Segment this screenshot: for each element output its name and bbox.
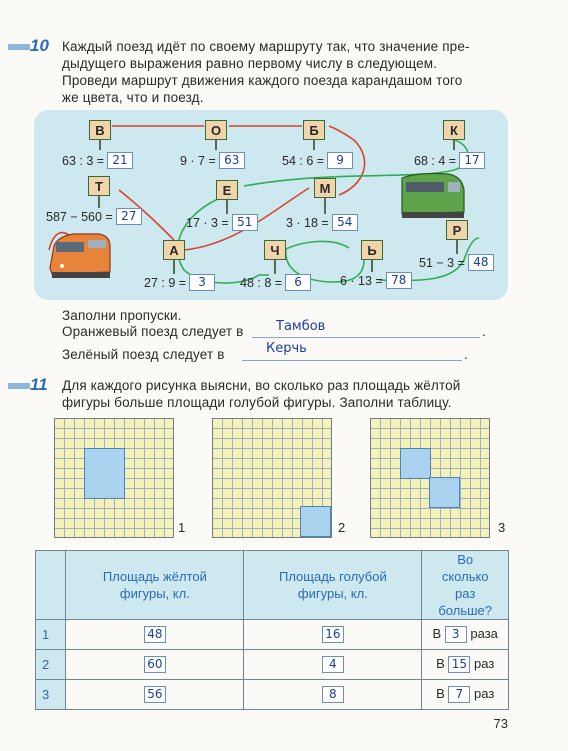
times-value: 3 [445,626,467,643]
times-value: 7 [448,686,470,703]
station-answer-m: 54 [332,214,358,231]
station-card-e: Е [216,180,238,200]
station-expression-ch: 48 : 8 = 6 [240,274,311,291]
times-suffix: раз [474,686,495,701]
figure-3-grid [370,418,490,538]
station-answer-o: 63 [219,152,245,169]
train-route-scene [34,110,508,300]
station-expression-t: 587 − 560 = 27 [46,208,142,225]
station-answer-t: 27 [116,208,142,225]
times-suffix: раза [470,626,498,641]
station-answer-v: 21 [107,152,133,169]
blue-area-value: 4 [322,656,344,673]
task-11-number: 11 [30,375,48,394]
station-card-soft-sign: Ь [361,240,383,260]
row-number: 3 [36,680,66,710]
fill-heading: Заполни пропуски. [62,308,182,323]
table-header-yellow-area: Площадь жёлтой фигуры, кл. [66,551,244,620]
times-prefix: В [436,656,445,671]
table-header-blue-area: Площадь голубой фигуры, кл. [244,551,422,620]
blue-area-value: 8 [322,686,344,703]
station-card-o: О [205,120,227,140]
station-expression-v: 63 : 3 = 21 [62,152,133,169]
task-10-number: 10 [30,36,49,55]
station-card-a: А [163,240,185,260]
times-suffix: раз [474,656,495,671]
yellow-area-value: 60 [144,656,166,673]
station-card-t: Т [88,176,110,196]
orange-train-sentence: Оранжевый поезд следует в [62,324,244,339]
figure-1-grid [54,418,174,538]
station-answer-k: 17 [459,152,485,169]
figure-3-blue-square-bottom [429,477,460,508]
task-11-line-2: фигуры больше площади голубой фигуры. Заполни таблицу. [62,395,452,410]
yellow-area-value: 56 [144,686,166,703]
times-prefix: В [432,626,442,641]
blue-area-value: 16 [322,626,344,643]
station-expression-m: 3 · 18 = 54 [286,214,358,231]
station-card-k: К [443,120,465,140]
page-number: 73 [493,716,508,731]
table-row [36,680,509,710]
station-answer-r: 48 [468,254,494,271]
station-expression-e: 17 · 3 = 51 [186,214,258,231]
table-row [36,650,509,680]
station-answer-ch: 6 [285,274,311,291]
station-answer-soft-sign: 78 [386,272,412,289]
station-expression-k: 68 : 4 = 17 [414,152,485,169]
row-number: 2 [36,650,66,680]
figure-1-label: 1 [178,520,186,535]
task-10-line-4: же цвета, что и поезд. [62,90,204,105]
figure-2-blue-square [300,506,331,537]
station-expression-o: 9 · 7 = 63 [180,152,245,169]
station-expression-soft-sign: 6 · 13 = 78 [340,272,412,289]
figure-2-label: 2 [338,520,346,535]
station-card-ch: Ч [264,240,286,260]
station-card-v: В [89,120,111,140]
station-expression-a: 27 : 9 = 3 [144,274,215,291]
table-header-times: Во сколько раз больше? [422,551,509,620]
green-sentence-period: . [464,347,468,362]
green-answer-line[interactable] [242,360,462,361]
task-10-marker-bar [8,44,30,50]
station-expression-r: 51 − 3 = 48 [419,254,494,271]
figure-1-blue-square [84,448,125,499]
green-train-sentence: Зелёный поезд следует в [62,347,225,362]
table-row [36,620,509,650]
orange-answer: Тамбов [276,319,326,334]
figure-2-grid [212,418,332,538]
station-card-m: М [314,178,336,198]
station-answer-e: 51 [232,214,258,231]
station-card-b: Б [303,120,325,140]
task-10-line-2: дыдущего выражения равно первому числу в следующем. [62,56,438,71]
times-prefix: В [436,686,445,701]
orange-answer-line[interactable] [252,337,480,338]
task-11-line-1: Для каждого рисунка выясни, во сколько раз площадь жёлтой [62,378,461,393]
task-10-line-3: Проведи маршрут движения каждого поезда карандашом того [62,73,463,88]
green-answer: Керчь [266,341,307,356]
table-header-blank [36,551,66,620]
green-train-icon [398,168,468,223]
station-answer-a: 3 [189,274,215,291]
orange-train-icon [44,228,114,283]
station-expression-b: 54 : 6 = 9 [282,152,353,169]
figure-3-blue-square-top [400,448,431,479]
task-10-line-1: Каждый поезд идёт по своему маршруту так, что значение пре- [62,39,470,54]
yellow-area-value: 48 [144,626,166,643]
green-route-line-3 [284,241,349,250]
row-number: 1 [36,620,66,650]
station-answer-b: 9 [327,152,353,169]
station-card-r: Р [446,220,468,240]
task-11-marker-bar [8,383,30,389]
figure-3-label: 3 [498,520,506,535]
area-comparison-table [35,550,509,710]
orange-sentence-period: . [482,324,486,339]
times-value: 15 [448,656,470,673]
